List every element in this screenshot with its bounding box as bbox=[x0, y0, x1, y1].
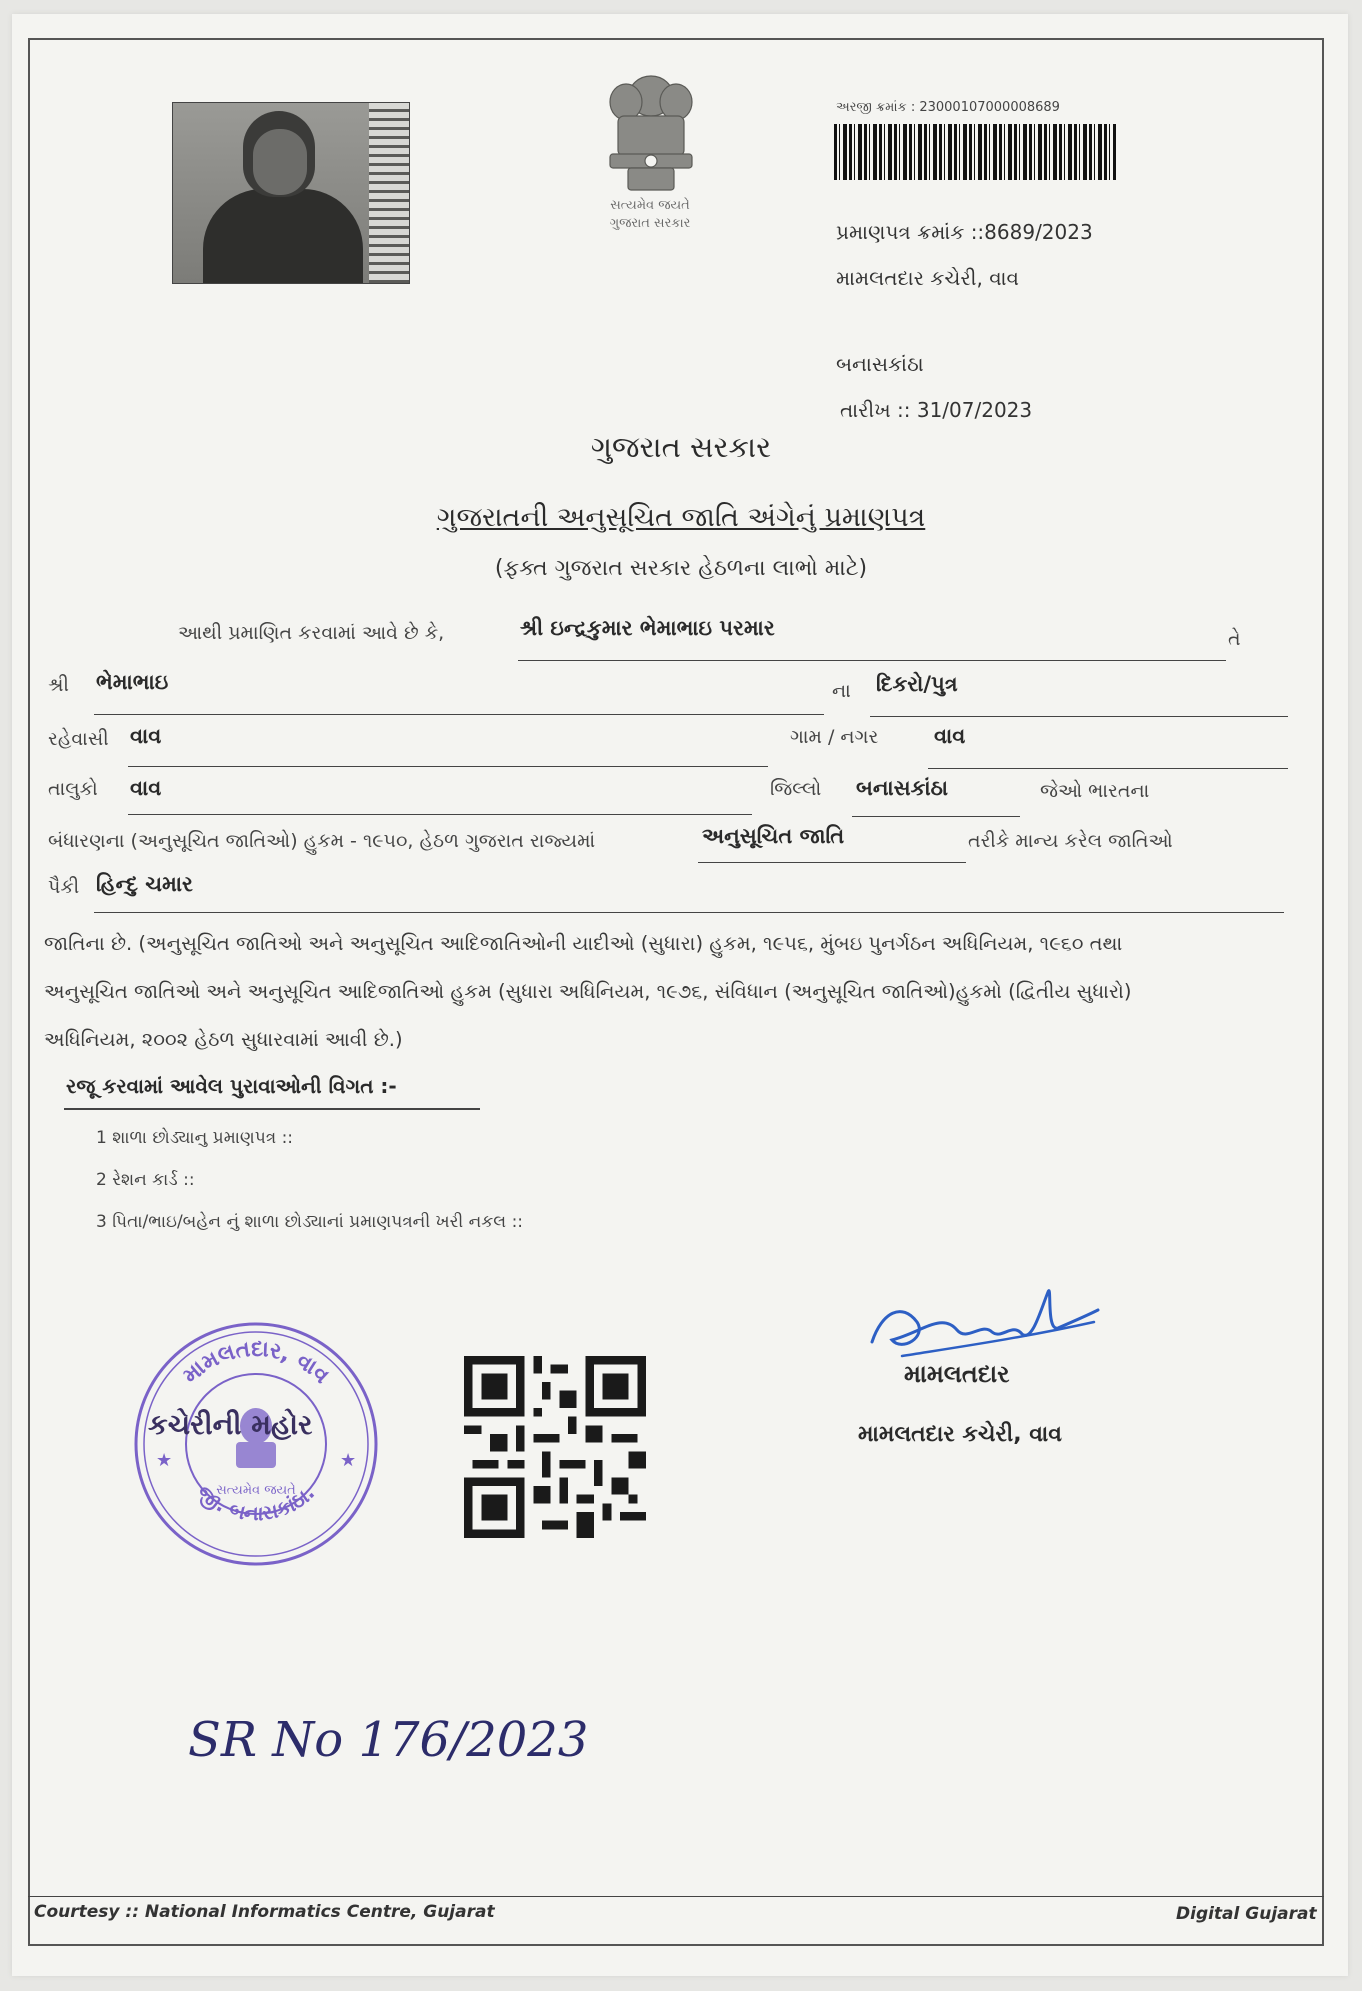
intro-label: આથી પ્રમાણિત કરવામાં આવે છે કે, bbox=[178, 622, 445, 644]
evidence-item: 1 શાળા છોડ્યાનુ પ્રમાણપત્ર :: bbox=[96, 1128, 294, 1148]
recognized-label: તરીકે માન્ય કરેલ જાતિઓ bbox=[968, 830, 1173, 852]
district-underline bbox=[852, 816, 1020, 817]
footer-courtesy: Courtesy :: National Informatics Centre, Gujarat bbox=[34, 1902, 495, 1922]
caste-underline bbox=[94, 912, 1284, 913]
resident-value: વાવ bbox=[130, 724, 162, 748]
taluka-underline bbox=[128, 814, 752, 815]
certificate-number: પ્રમાણપત્ર ક્રમાંક ::8689/2023 bbox=[836, 220, 1093, 244]
relation-underline bbox=[870, 716, 1288, 717]
name-suffix: તે bbox=[1228, 628, 1241, 650]
stamp-bottom-text: જી. બનાસકાંઠા. bbox=[192, 1479, 320, 1526]
applicant-photo bbox=[172, 102, 410, 284]
father-name: ભેમાભાઇ bbox=[96, 670, 169, 694]
father-underline bbox=[94, 714, 824, 715]
stamp-motto: સત્યમેવ જયતે bbox=[216, 1483, 296, 1498]
category-value: અનુસૂચિત જાતિ bbox=[702, 824, 845, 848]
certificate-title: ગુજરાતની અનુસૂચિત જાતિ અંગેનું પ્રમાણપત્ર bbox=[436, 502, 926, 533]
evidence-item: 2 રેશન કાર્ડ :: bbox=[96, 1170, 195, 1190]
village-label: ગામ / નગર bbox=[790, 726, 879, 748]
name-underline bbox=[518, 660, 1226, 661]
village-underline bbox=[928, 768, 1288, 769]
caste-value: હિન્દુ ચમાર bbox=[96, 872, 193, 896]
emblem-motto: સત્યમેવ જયતે bbox=[610, 198, 690, 213]
legal-paragraph-line-1: જાતિના છે. (અનુસૂચિત જાતિઓ અને અનુસૂચિત આદિજાતિઓની યાદીઓ (સુધારા) હુકમ, ૧૯૫૬, મુંબઇ પુનર્ગઠન અધિનિયમ, ૧૯૬૦ તથા bbox=[44, 932, 1123, 955]
relation-label: ના bbox=[832, 680, 851, 702]
stamp-top-text: મામલતદાર, વાવ bbox=[178, 1336, 335, 1389]
district-value: બનાસકાંઠા bbox=[856, 776, 949, 800]
office-seal-stamp bbox=[128, 1316, 384, 1572]
among-label: પૈકી bbox=[48, 876, 80, 898]
evidence-heading: રજૂ કરવામાં આવેલ પુરાવાઓની વિગત :- bbox=[66, 1074, 397, 1098]
resident-underline bbox=[128, 766, 768, 767]
signatory-designation: મામલતદાર bbox=[904, 1360, 1010, 1388]
district-label: જિલ્લો bbox=[770, 778, 822, 800]
svg-text:મામલતદાર, વાવ bbox=[178, 1337, 334, 1389]
category-underline bbox=[698, 862, 966, 863]
svg-text:★: ★ bbox=[340, 1450, 357, 1471]
father-prefix: શ્રી bbox=[48, 674, 69, 696]
barcode bbox=[834, 124, 1116, 180]
legal-paragraph-line-2: અનુસૂચિત જાતિઓ અને અનુસૂચિત આદિજાતિઓ હુકમ (સુધારા અધિનિયમ, ૧૯૭૬, સંવિધાન (અનુસૂચિત જાતિઓ)હુકમો (દ્વિતીય સુધારો) bbox=[44, 980, 1132, 1003]
village-value: વાવ bbox=[934, 724, 966, 748]
issue-date: તારીખ :: 31/07/2023 bbox=[840, 398, 1033, 422]
order-text: બંધારણના (અનુસૂચિત જાતિઓ) હુકમ - ૧૯૫૦, હેઠળ ગુજરાત રાજ્યમાં bbox=[48, 830, 596, 852]
qr-code bbox=[464, 1356, 646, 1538]
officer-signature bbox=[862, 1252, 1102, 1372]
taluka-label: તાલુકો bbox=[48, 778, 98, 800]
evidence-heading-underline bbox=[64, 1108, 480, 1110]
signatory-office: મામલતદાર કચેરી, વાવ bbox=[858, 1422, 1063, 1447]
handwritten-serial-note bbox=[188, 1690, 668, 1780]
svg-text:★: ★ bbox=[156, 1450, 173, 1471]
applicant-name: શ્રી ઇન્દ્રકુમાર ભેમાભાઇ પરમાર bbox=[520, 616, 775, 640]
relation-value: દિકરો/પુત્ર bbox=[876, 672, 958, 696]
handwritten-serial-text: SR No 176/2023 bbox=[188, 1712, 589, 1768]
resident-label: રહેવાસી bbox=[48, 728, 109, 750]
taluka-value: વાવ bbox=[130, 776, 162, 800]
issuing-office: મામલતદાર કચેરી, વાવ bbox=[836, 266, 1020, 290]
stamp-center-text: કચેરીની મહોર bbox=[148, 1408, 313, 1441]
legal-paragraph-line-3: અધિનિયમ, ૨૦૦૨ હેઠળ સુધારવામાં આવી છે.) bbox=[44, 1028, 403, 1051]
government-title: ગુજરાત સરકાર bbox=[590, 430, 772, 464]
state-emblem-icon bbox=[588, 66, 714, 196]
footer-brand: Digital Gujarat bbox=[1176, 1904, 1317, 1924]
application-number: અરજી ક્રમાંક : 23000107000008689 bbox=[836, 100, 1060, 115]
india-label: જેઓ ભારતના bbox=[1040, 780, 1150, 802]
emblem-org: ગુજરાત સરકાર bbox=[609, 216, 691, 231]
purpose-note: (ફક્ત ગુજરાત સરકાર હેઠળના લાભો માટે) bbox=[494, 556, 868, 581]
footer-divider bbox=[28, 1896, 1324, 1897]
issuing-district: બનાસકાંઠા bbox=[836, 352, 924, 376]
evidence-item: 3 પિતા/ભાઇ/બહેન નું શાળા છોડ્યાનાં પ્રમાણપત્રની ખરી નકલ :: bbox=[96, 1212, 524, 1232]
